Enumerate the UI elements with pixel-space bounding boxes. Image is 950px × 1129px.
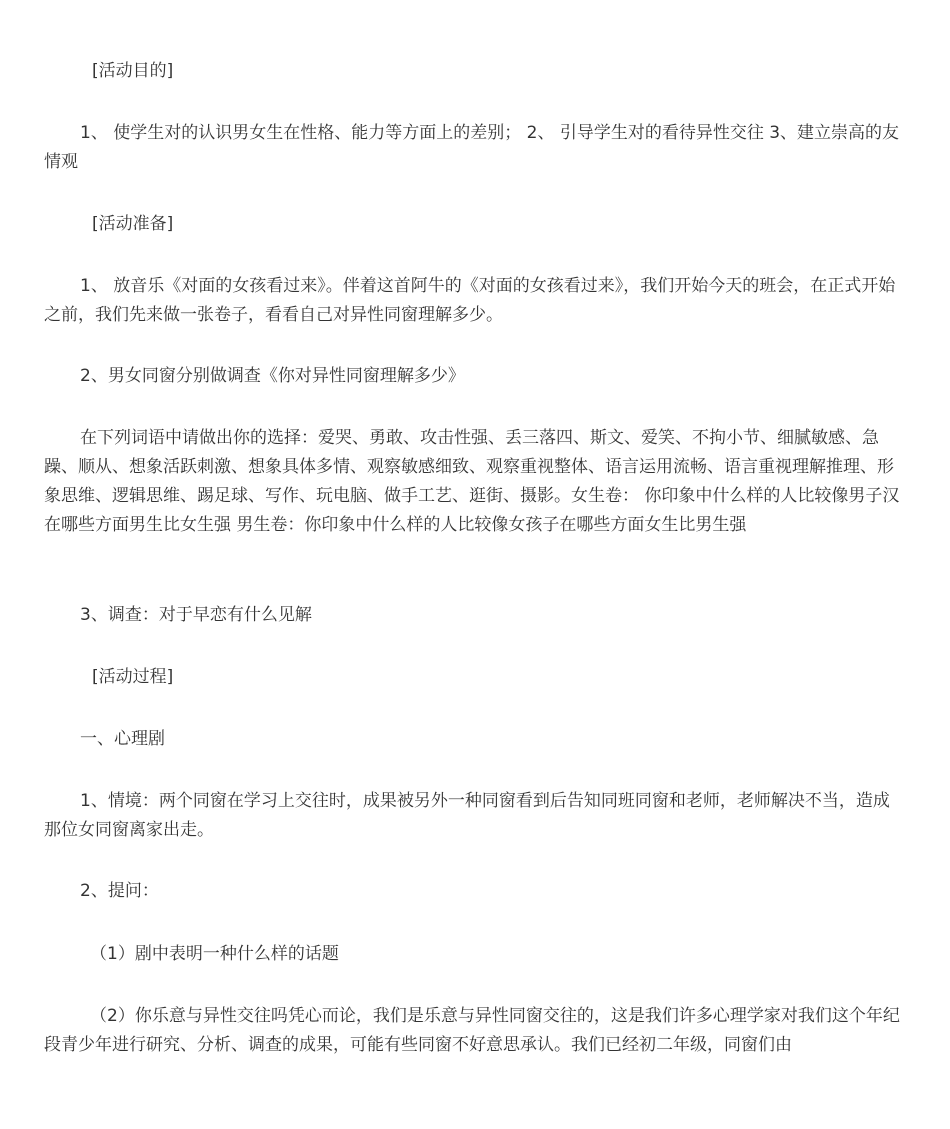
paragraph-question-2: （2）你乐意与异性交往吗凭心而论，我们是乐意与异性同窗交往的，这是我们许多心理学家对我们这个年纪段青少年进行研究、分析、调查的成果，可能有些同窗不好意思承认。我们已经初二年级，同窗们由 <box>44 1006 900 1055</box>
paragraph-survey-puppy-love: 3、调查：对于早恋有什么见解 <box>80 605 312 625</box>
paragraph-word-choices: 在下列词语中请做出你的选择：爱哭、勇敢、攻击性强、丢三落四、斯文、爱笑、不拘小节、细腻敏感、急躁、顺从、想象活跃刺激、想象具体多情、观察敏感细致、观察重视整体、语言运用流畅、语言重视理解推理、形象思维、逻辑思维、踢足球、写作、玩电脑、做手工艺、逛街、摄影。女生卷： 你印象中什么样的人比较像男子汉在哪些方面男生比女生强 男生卷：你印象中什么样的人比较像女孩子在哪些方面女生比男生强 <box>44 428 900 535</box>
paragraph-question-1: （1）剧中表明一种什么样的话题 <box>90 944 339 964</box>
heading-activity-preparation: [活动准备] <box>92 214 174 234</box>
paragraph-purpose-items: 1、 使学生对的认识男女生在性格、能力等方面上的差别； 2、 引导学生对的看待异性交往 3、建立崇高的友情观 <box>44 123 900 172</box>
heading-activity-purpose: [活动目的] <box>92 61 174 81</box>
heading-psychodrama: 一、心理剧 <box>80 729 165 749</box>
paragraph-prep-music: 1、 放音乐《对面的女孩看过来》。伴着这首阿牛的《对面的女孩看过来》，我们开始今天的班会，在正式开始之前，我们先来做一张卷子，看看自己对异性同窗理解多少。 <box>44 276 896 325</box>
paragraph-questions: 2、提问： <box>80 881 159 901</box>
paragraph-scenario: 1、情境：两个同窗在学习上交往时，成果被另外一种同窗看到后告知同班同窗和老师，老师解决不当，造成那位女同窗离家出走。 <box>44 791 890 840</box>
heading-activity-process: [活动过程] <box>92 667 174 687</box>
paragraph-prep-survey: 2、男女同窗分别做调查《你对异性同窗理解多少》 <box>80 366 465 386</box>
